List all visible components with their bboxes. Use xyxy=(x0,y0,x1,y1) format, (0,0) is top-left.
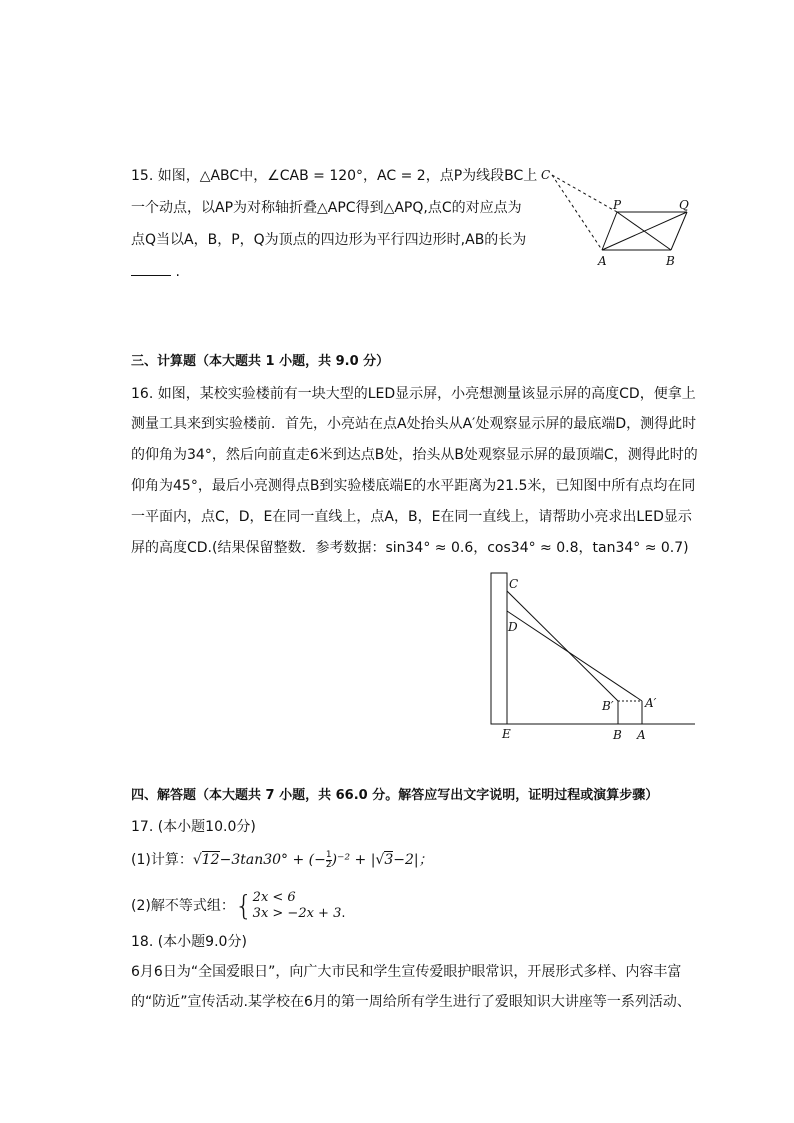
inequality-1: 2x < 6 xyxy=(252,890,296,905)
section-3-heading: 三、计算题（本大题共 1 小题，共 9.0 分） xyxy=(131,354,390,369)
answer-blank[interactable] xyxy=(131,263,171,276)
sight-A-to-D xyxy=(507,611,642,701)
q16-line-6: 屏的高度CD.(结果保留整数．参考数据：sin34° ≈ 0.6，cos34° ≈ 0.8，tan34° ≈ 0.7) xyxy=(131,540,689,556)
q16-line-5: 一平面内，点C，D，E在同一直线上，点A，B，E在同一直线上，请帮助小亮求出LED显示 xyxy=(131,509,692,525)
q18-title: 18. (本小题9.0分) xyxy=(131,934,247,950)
section-4-heading: 四、解答题（本大题共 7 小题，共 66.0 分。解答应写出文字说明，证明过程或演算步骤） xyxy=(131,788,659,803)
seg-PB xyxy=(617,212,671,250)
q17-p1-mid: −3tan30° + (− xyxy=(219,852,326,868)
label-Q: Q xyxy=(679,198,689,212)
q15-parallelogram-figure xyxy=(535,165,700,270)
label-A: A xyxy=(598,254,607,268)
q17-p2-prefix: (2)解不等式组： xyxy=(131,898,235,914)
label-B-prime: B′ xyxy=(602,699,614,713)
q18-line-1: 6月6日为“全国爱眼日”，向广大市民和学生宣传爱眼护眼常识，开展形式多样、内容丰富 xyxy=(131,964,682,980)
inequality-2: 3x > −2x + 3 xyxy=(252,906,342,921)
q17-p1-prefix: (1)计算： xyxy=(131,852,193,868)
label-C: C xyxy=(509,577,519,591)
q17-part-1: (1)计算：√12−3tan30° + (− $\frac{1}{2}$ )⁻² + |√3−2|； xyxy=(131,849,433,870)
q17-p1-tail: −2|； xyxy=(393,852,433,868)
q16-line-4: 仰角为45°，最后小亮测得点B到实验楼底端E的水平距离为21.5米，已知图中所有点均在同 xyxy=(131,478,696,494)
seg-CP xyxy=(552,175,617,212)
q17-p1-radicand: 12 xyxy=(201,852,220,868)
q17-part-2: (2)解不等式组：{ 2x < 6 3x > −2x + 3. xyxy=(131,889,346,922)
label-A: A xyxy=(637,728,646,742)
q15-line-1: 15. 如图，△ABC中，∠CAB = 120°，AC = 2，点P为线段BC上 xyxy=(131,168,538,184)
label-P: P xyxy=(613,198,622,212)
q16-line-2: 测量工具来到实验楼前．首先，小亮站在点A处抬头从A′处观察显示屏的最底端D，测得此时 xyxy=(131,416,697,432)
label-B: B xyxy=(666,254,675,268)
q15-tail: . xyxy=(175,264,180,280)
inequality-system: 2x < 6 3x > −2x + 3. xyxy=(252,890,346,921)
label-E: E xyxy=(502,727,511,741)
q16-line-3: 的仰角为34°，然后向前直走6米到达点B处，抬头从B处观察显示屏的最顶端C，测得此时的 xyxy=(131,447,698,463)
label-C: C xyxy=(541,168,551,182)
q15-line-3: 点Q当以A，B，P，Q为顶点的四边形为平行四边形时,AB的长为 xyxy=(131,232,527,248)
label-D: D xyxy=(508,620,518,634)
seg-CA xyxy=(552,175,602,250)
q18-line-2: 的“防近”宣传活动.某学校在6月的第一周给所有学生进行了爱眼知识大讲座等一系列活动、 xyxy=(131,994,691,1010)
q17-p1-sqrt3: 3 xyxy=(384,852,394,868)
building-wall xyxy=(491,573,507,724)
q15-line-2: 一个动点，以AP为对称轴折叠△APC得到△APQ,点C的对应点为 xyxy=(131,200,522,216)
q17-title: 17. (本小题10.0分) xyxy=(131,819,256,835)
q17-fraction: $\frac{1}{2}$ xyxy=(325,849,332,870)
q15-answer-line xyxy=(131,262,180,282)
q16-building-figure xyxy=(480,570,700,745)
label-B: B xyxy=(613,728,622,742)
sight-B-to-C xyxy=(507,591,618,701)
q16-line-1: 16. 如图，某校实验楼前有一块大型的LED显示屏，小亮想测量该显示屏的高度CD，便拿上 xyxy=(131,386,696,402)
q17-p1-exp: )⁻² + | xyxy=(331,852,376,868)
label-A-prime: A′ xyxy=(645,696,657,710)
